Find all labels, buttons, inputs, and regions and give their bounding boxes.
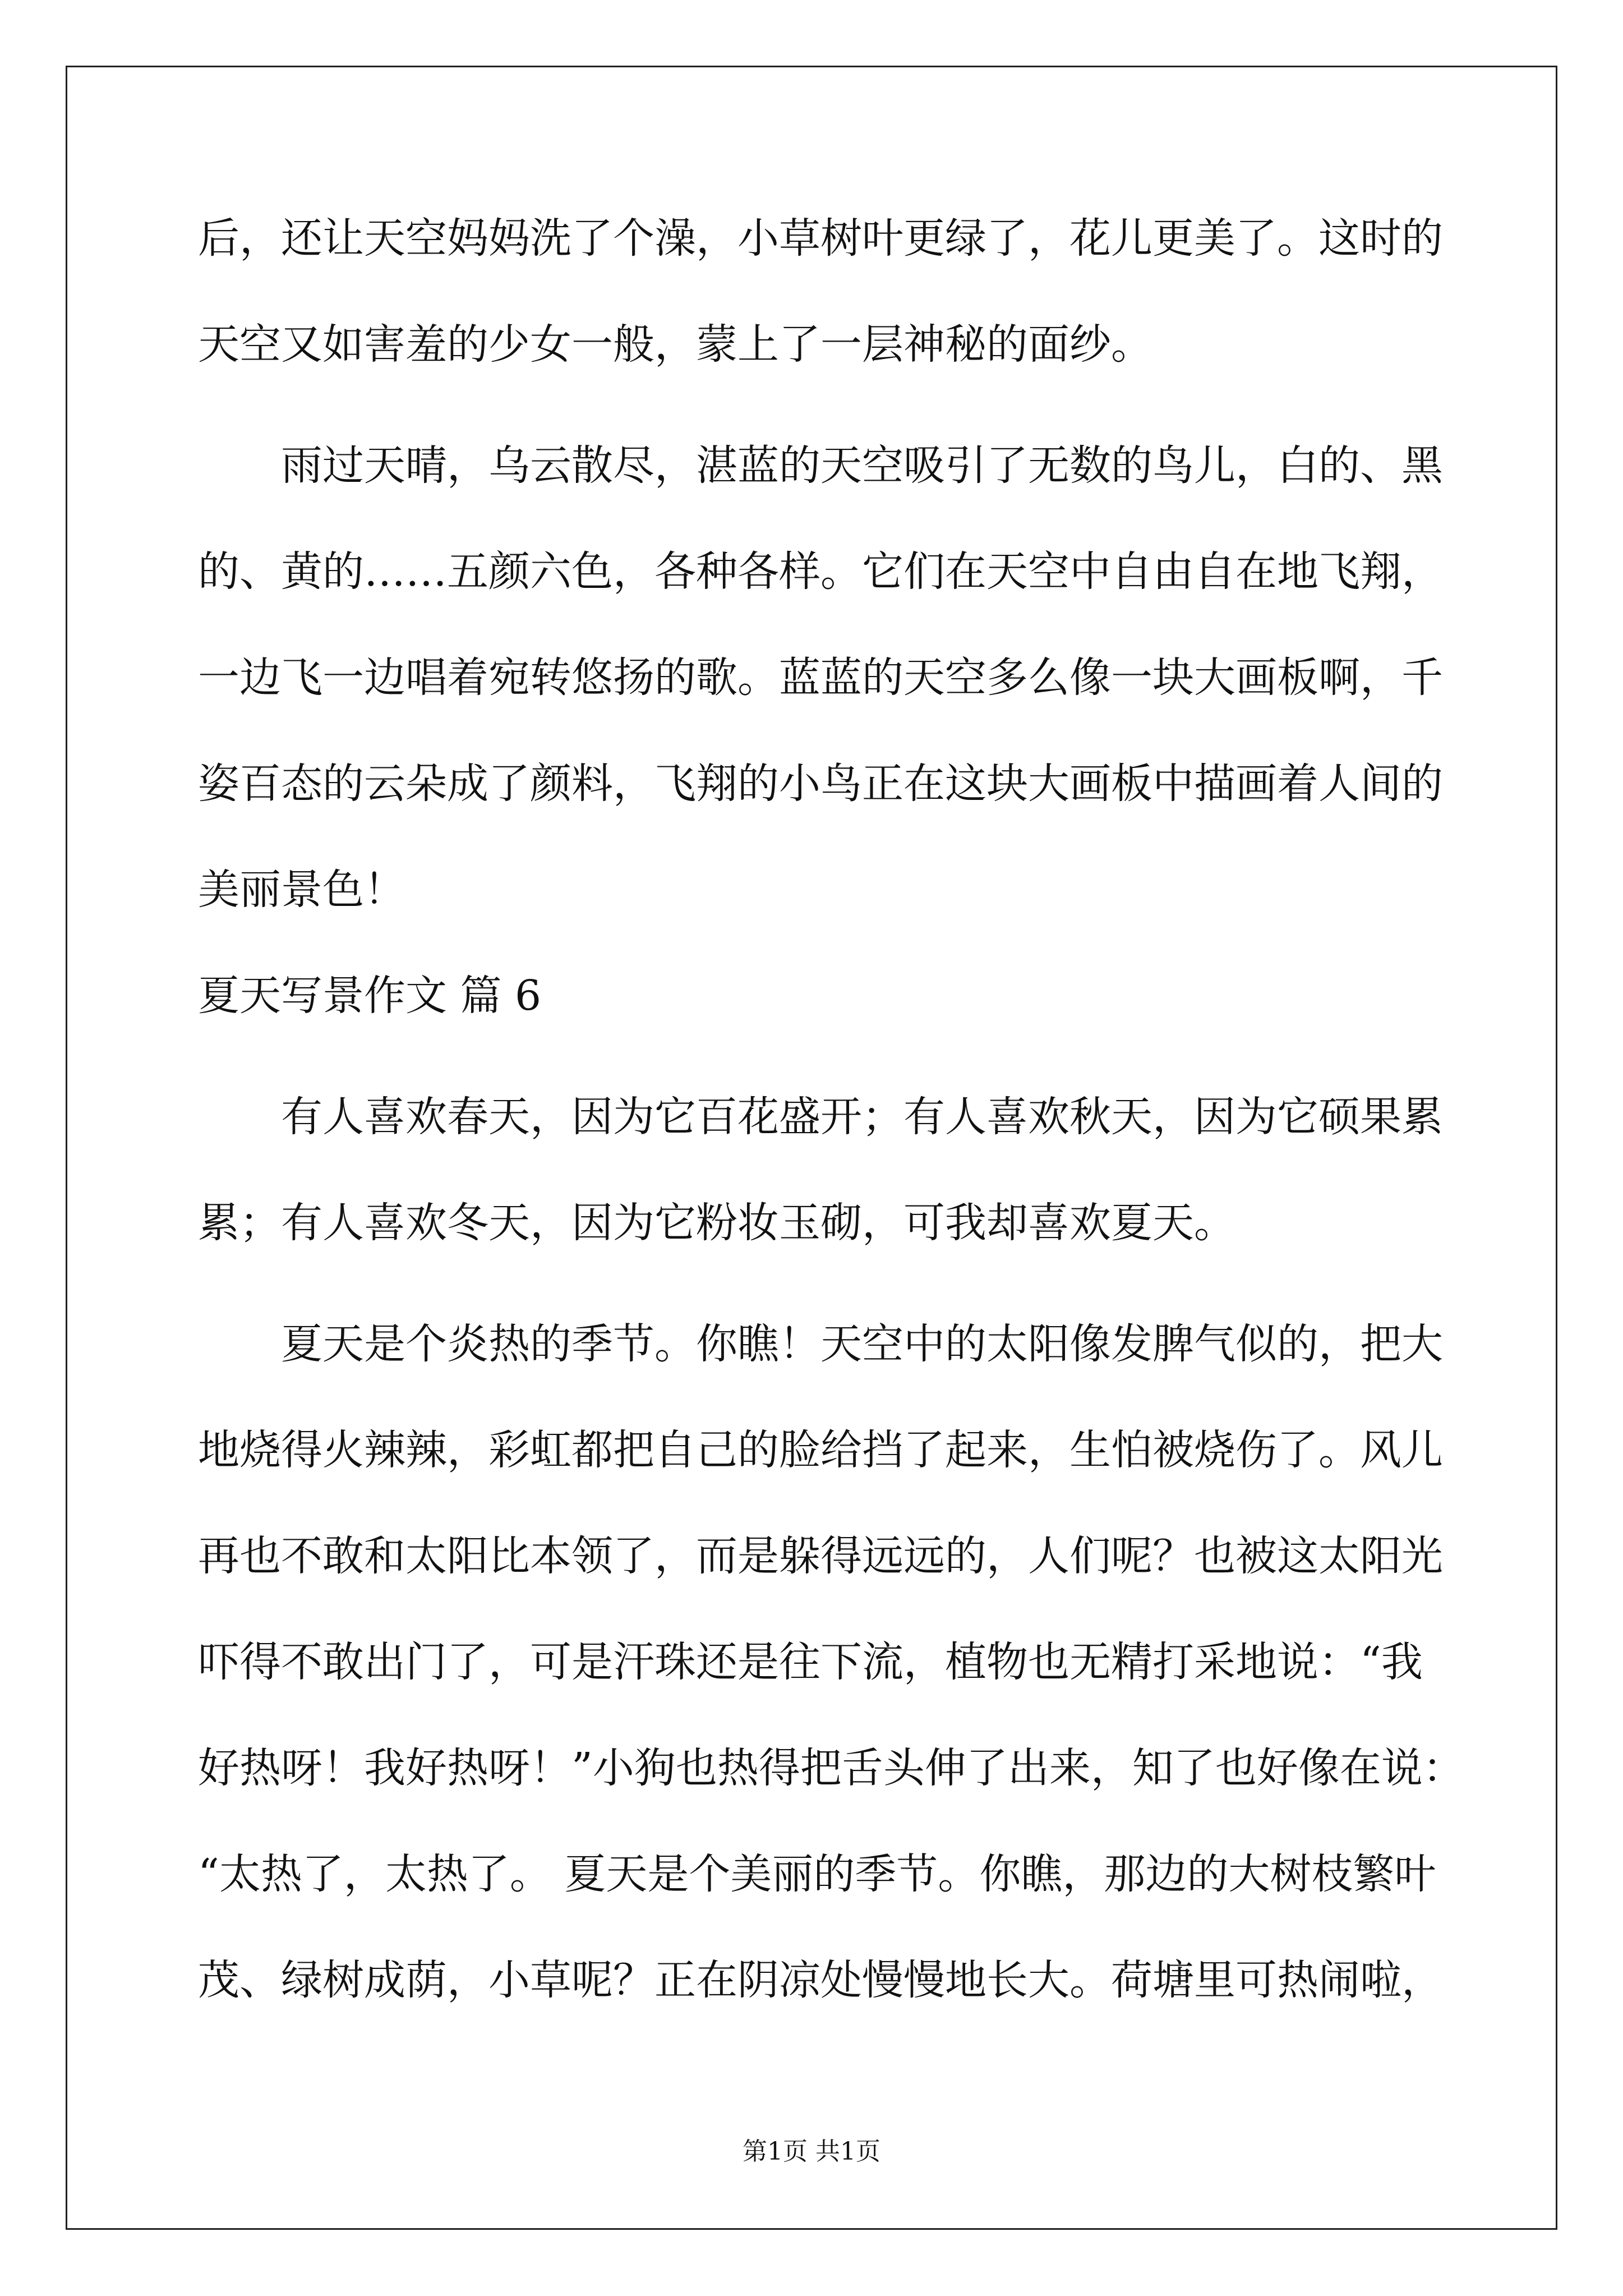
text-line: 好热呀！我好热呀！”小狗也热得把舌头伸了出来，知了也好像在说： — [198, 1744, 1464, 1792]
section-heading: 夏天写景作文 篇 6 — [198, 972, 542, 1020]
text-line: 地烧得火辣辣，彩虹都把自己的脸给挡了起来，生怕被烧伤了。风儿 — [198, 1426, 1443, 1474]
paragraph-first-line: 有人喜欢春天，因为它百花盛开；有人喜欢秋天，因为它硕果累 — [281, 1093, 1443, 1141]
page-border — [66, 66, 1557, 2230]
text-line: 天空又如害羞的少女一般，蒙上了一层神秘的面纱。 — [198, 320, 1152, 369]
text-line: 的、黄的……五颜六色，各种各样。它们在天空中自由自在地飞翔， — [198, 547, 1443, 596]
text-line: 姿百态的云朵成了颜料，飞翔的小鸟正在这块大画板中描画着人间的 — [198, 760, 1443, 808]
text-line: 再也不敢和太阳比本领了，而是躲得远远的，人们呢？也被这太阳光 — [198, 1532, 1443, 1580]
text-line: “太热了，太热了。 夏天是个美丽的季节。你瞧，那边的大树枝繁叶 — [198, 1850, 1436, 1898]
text-line: 茂、绿树成荫，小草呢？正在阴凉处慢慢地长大。荷塘里可热闹啦， — [198, 1956, 1443, 2004]
page-number-footer: 第1页 共1页 — [743, 2137, 880, 2166]
text-line: 累；有人喜欢冬天，因为它粉妆玉砌，可我却喜欢夏天。 — [198, 1199, 1235, 1247]
text-line: 一边飞一边唱着宛转悠扬的歌。蓝蓝的天空多么像一块大画板啊，千 — [198, 654, 1443, 702]
text-line: 吓得不敢出门了，可是汗珠还是往下流，植物也无精打采地说：“我 — [198, 1638, 1423, 1686]
paragraph-first-line: 雨过天晴，乌云散尽，湛蓝的天空吸引了无数的鸟儿，白的、黑 — [281, 441, 1443, 490]
paragraph-first-line: 夏天是个炎热的季节。你瞧！天空中的太阳像发脾气似的，把大 — [281, 1320, 1443, 1368]
text-line: 后，还让天空妈妈洗了个澡，小草树叶更绿了，花儿更美了。这时的 — [198, 214, 1443, 263]
text-line: 美丽景色！ — [198, 866, 405, 914]
